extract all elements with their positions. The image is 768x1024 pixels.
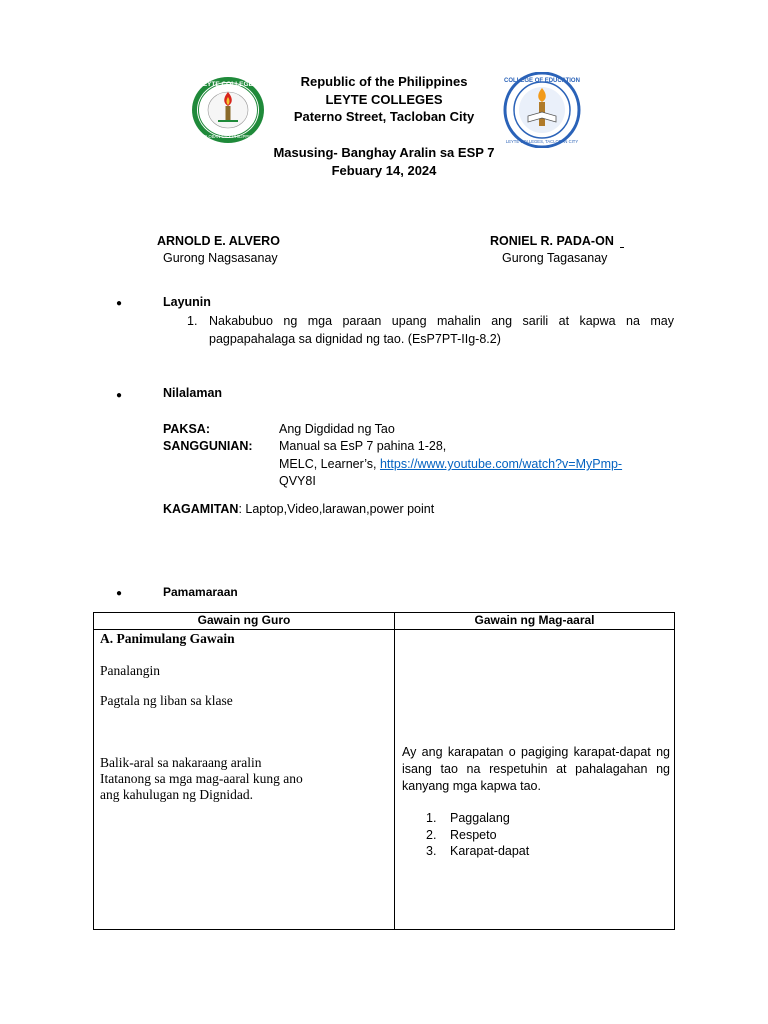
bullet-icon: ● (116, 588, 123, 599)
youtube-link-continued[interactable]: QVY8I (279, 474, 316, 488)
header-school-name: LEYTE COLLEGES (325, 92, 443, 107)
name-underline (620, 247, 624, 248)
review-line2: Itatanong sa mga mag-aaral kung ano (100, 771, 303, 786)
col-header-teacher: Gawain ng Guro (94, 613, 395, 630)
answer-line3: kanyang mga kapwa tao. (402, 779, 541, 793)
cooperating-teacher-role: Gurong Tagasanay (502, 251, 608, 265)
layunin-item-line2: pagpapahalaga sa dignidad ng tao. (EsP7PT-IIg-8.2) (209, 332, 501, 346)
header-address: Paterno Street, Tacloban City (293, 109, 475, 124)
lesson-plan-title: Masusing- Banghay Aralin sa ESP 7 (273, 145, 495, 160)
student-answer (402, 744, 670, 795)
layunin-item-number: 1. (187, 314, 198, 328)
list-item: 2. Respeto (426, 827, 497, 842)
review-line3: ang kahulugan ng Dignidad. (100, 787, 253, 802)
list-item: 3. Karapat-dapat (426, 844, 530, 858)
layunin-item-line1: Nakabubuo ng mga paraan upang mahalin ang sarili at kapwa na may (209, 314, 674, 328)
table-row (94, 630, 675, 930)
pamamaraan-heading: Pamamaraan (163, 585, 238, 599)
answer-line2: isang tao na respetuhin at pahalagahan ng (402, 762, 670, 776)
lesson-plan-date: Febuary 14, 2024 (331, 163, 437, 178)
activity-attendance: Pagtala ng liban sa klase (100, 693, 233, 708)
answer-line1: Ay ang karapatan o pagiging karapat-dapat ng (402, 745, 670, 759)
header-republic: Republic of the Philippines (300, 74, 468, 89)
layunin-heading: Layunin (163, 295, 211, 309)
student-teacher-role: Gurong Nagsasanay (163, 251, 278, 265)
table-header-row (94, 613, 675, 630)
activity-prayer: Panalangin (100, 663, 160, 678)
sanggunian-line2 (279, 457, 622, 471)
youtube-link[interactable]: https://www.youtube.com/watch?v=MyPmp- (379, 457, 623, 471)
svg-text:LEYTE COLLEGES: LEYTE COLLEGES (198, 81, 258, 88)
bullet-icon: ● (116, 298, 123, 309)
list-item: 1. Paggalang (426, 811, 510, 825)
review-line1: Balik-aral sa nakaraang aralin (100, 755, 262, 770)
sanggunian-line2-prefix: MELC, Learner’s, (279, 457, 380, 471)
sanggunian-label: SANGGUNIAN: (163, 439, 253, 453)
sanggunian-line1: Manual sa EsP 7 pahina 1-28, (279, 439, 447, 453)
answer-list (426, 810, 529, 860)
svg-text:LEYTE COLLEGES, TACLOBAN CITY: LEYTE COLLEGES, TACLOBAN CITY (505, 139, 579, 144)
nilalaman-heading: Nilalaman (163, 386, 223, 400)
paksa-value: Ang Digdidad ng Tao (279, 422, 395, 436)
kagamitan-label: KAGAMITAN (163, 502, 239, 516)
procedure-table (93, 612, 675, 930)
cooperating-teacher-name: RONIEL R. PADA-ON (490, 234, 614, 248)
svg-text:TACLOBAN CITY PHILIPPINES: TACLOBAN CITY PHILIPPINES (198, 134, 258, 139)
student-teacher-name: ARNOLD E. ALVERO (157, 234, 280, 248)
teacher-activity-cell (94, 630, 395, 930)
student-activity-cell (395, 630, 675, 930)
section-title: A. Panimulang Gawain (100, 631, 235, 646)
sanggunian-line3 (279, 474, 316, 488)
kagamitan (163, 502, 434, 516)
activity-review (100, 755, 303, 803)
col-header-student: Gawain ng Mag-aaral (395, 613, 675, 630)
kagamitan-value: : Laptop,Video,larawan,power point (238, 502, 435, 516)
bullet-icon: ● (116, 390, 123, 401)
paksa-label: PAKSA: (163, 422, 210, 436)
svg-text:COLLEGE OF EDUCATION: COLLEGE OF EDUCATION (504, 78, 580, 84)
